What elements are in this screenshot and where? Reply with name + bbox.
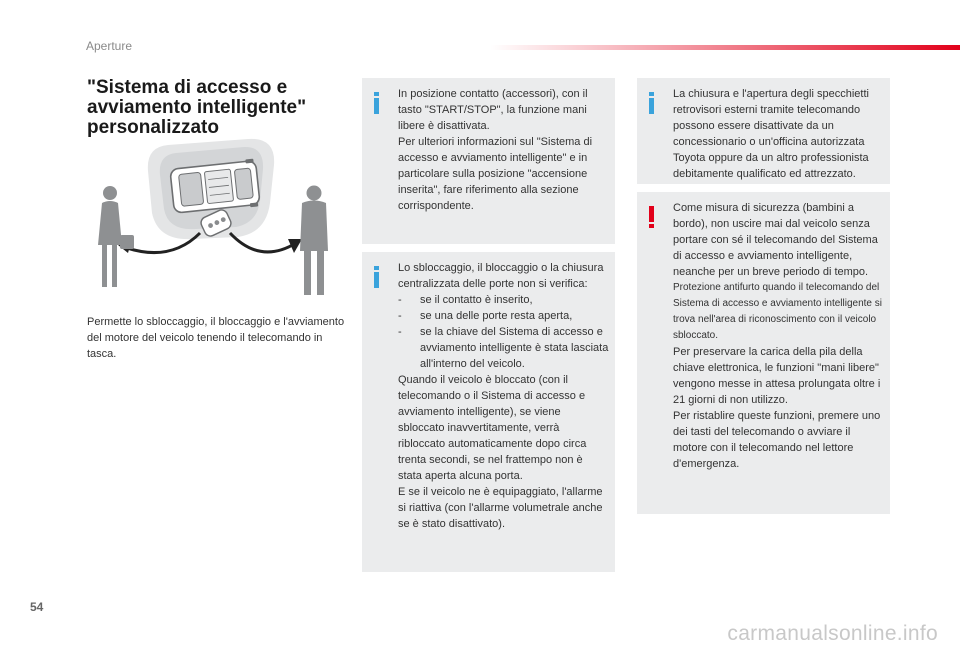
box1-line-1: In posizione contatto (accessori), con il tasto "START/STOP", la funzione mani libere è disattivata.	[398, 88, 588, 132]
list-item-text: se il contatto è inserito,	[420, 294, 533, 306]
list-bullet: -	[398, 310, 402, 322]
warning-icon	[649, 206, 654, 228]
info-icon	[649, 92, 654, 114]
box1-line-2: Per ulteriori informazioni sul "Sistema di accesso e avviamento intelligente" e in particolare sulla posizione "accensione inserita", fare riferimento alla sezione corrispondente.	[398, 136, 593, 212]
info-icon	[374, 266, 379, 288]
section-title: Aperture	[86, 39, 133, 53]
page-heading: "Sistema di accesso e avviamento intelligente" personalizzato	[87, 77, 307, 138]
list-item	[398, 308, 609, 324]
list-item-text: se la chiave del Sistema di accesso e avviamento intelligente è stata lasciata all'interno del veicolo.	[420, 326, 609, 370]
warning-box-safety	[637, 192, 890, 514]
box2-intro: Lo sbloccaggio, il bloccaggio o la chiusura centralizzata delle porte non si verifica:	[398, 262, 604, 290]
box4-paragraph-1: Come misura di sicurezza (bambini a bordo), non uscire mai dal veicolo senza portare con sé il telecomando del Sistema di accesso e avviamento intelligente, neanche per un breve periodo di tempo.	[673, 202, 878, 278]
list-item-text: se una delle porte resta aperta,	[420, 310, 573, 322]
list-bullet: -	[398, 294, 402, 306]
info-icon	[374, 92, 379, 114]
header-accent-line	[490, 45, 960, 50]
info-box-start-stop	[362, 78, 615, 244]
info-box-mirrors	[637, 78, 890, 184]
keyless-access-illustration	[88, 135, 338, 310]
box3-text: La chiusura e l'apertura degli specchietti retrovisori esterni tramite telecomando possono essere disattivate da un concessionario o un'officina autorizzata Toyota oppure da un altro professionista debitamente qualificato ed attrezzato.	[673, 88, 869, 180]
box4-paragraph-2: Protezione antifurto quando il telecomando del Sistema di accesso e avviamento intelligente si trova nell'area di riconoscimento con il veicolo sbloccato.	[673, 282, 882, 341]
intro-paragraph: Permette lo sbloccaggio, il bloccaggio e l'avviamento del motore del veicolo tenendo il telecomando in tasca.	[87, 316, 345, 360]
list-item	[398, 292, 609, 308]
box4-paragraph-3: Per preservare la carica della pila della chiave elettronica, le funzioni "mani libere" vengono messe in attesa prolungata oltre i 21 giorni di non utilizzo.	[673, 346, 881, 406]
list-bullet: -	[398, 326, 402, 338]
box2-paragraph-2: E se il veicolo ne è equipaggiato, l'allarme si riattiva (con l'allarme volumetrale anche se è stato disattivato).	[398, 486, 603, 530]
box4-paragraph-4: Per ristablire queste funzioni, premere uno dei tasti del telecomando o avviare il motore con il telecomando nel lettore d'emergenza.	[673, 410, 881, 470]
box2-paragraph-1: Quando il veicolo è bloccato (con il telecomando o il Sistema di accesso e avviamento intelligente), se viene sbloccato inavvertitamente, verrà ribloccato automaticamente dopo circa trenta secondi, se nel frattempo non è stata aperta alcuna porta.	[398, 374, 587, 482]
person-woman-icon	[98, 186, 134, 287]
watermark: carmanualsonline.info	[727, 622, 938, 645]
page-number: 54	[30, 600, 44, 614]
list-item	[398, 324, 609, 372]
info-box-locking	[362, 252, 615, 572]
person-man-icon	[300, 186, 328, 296]
